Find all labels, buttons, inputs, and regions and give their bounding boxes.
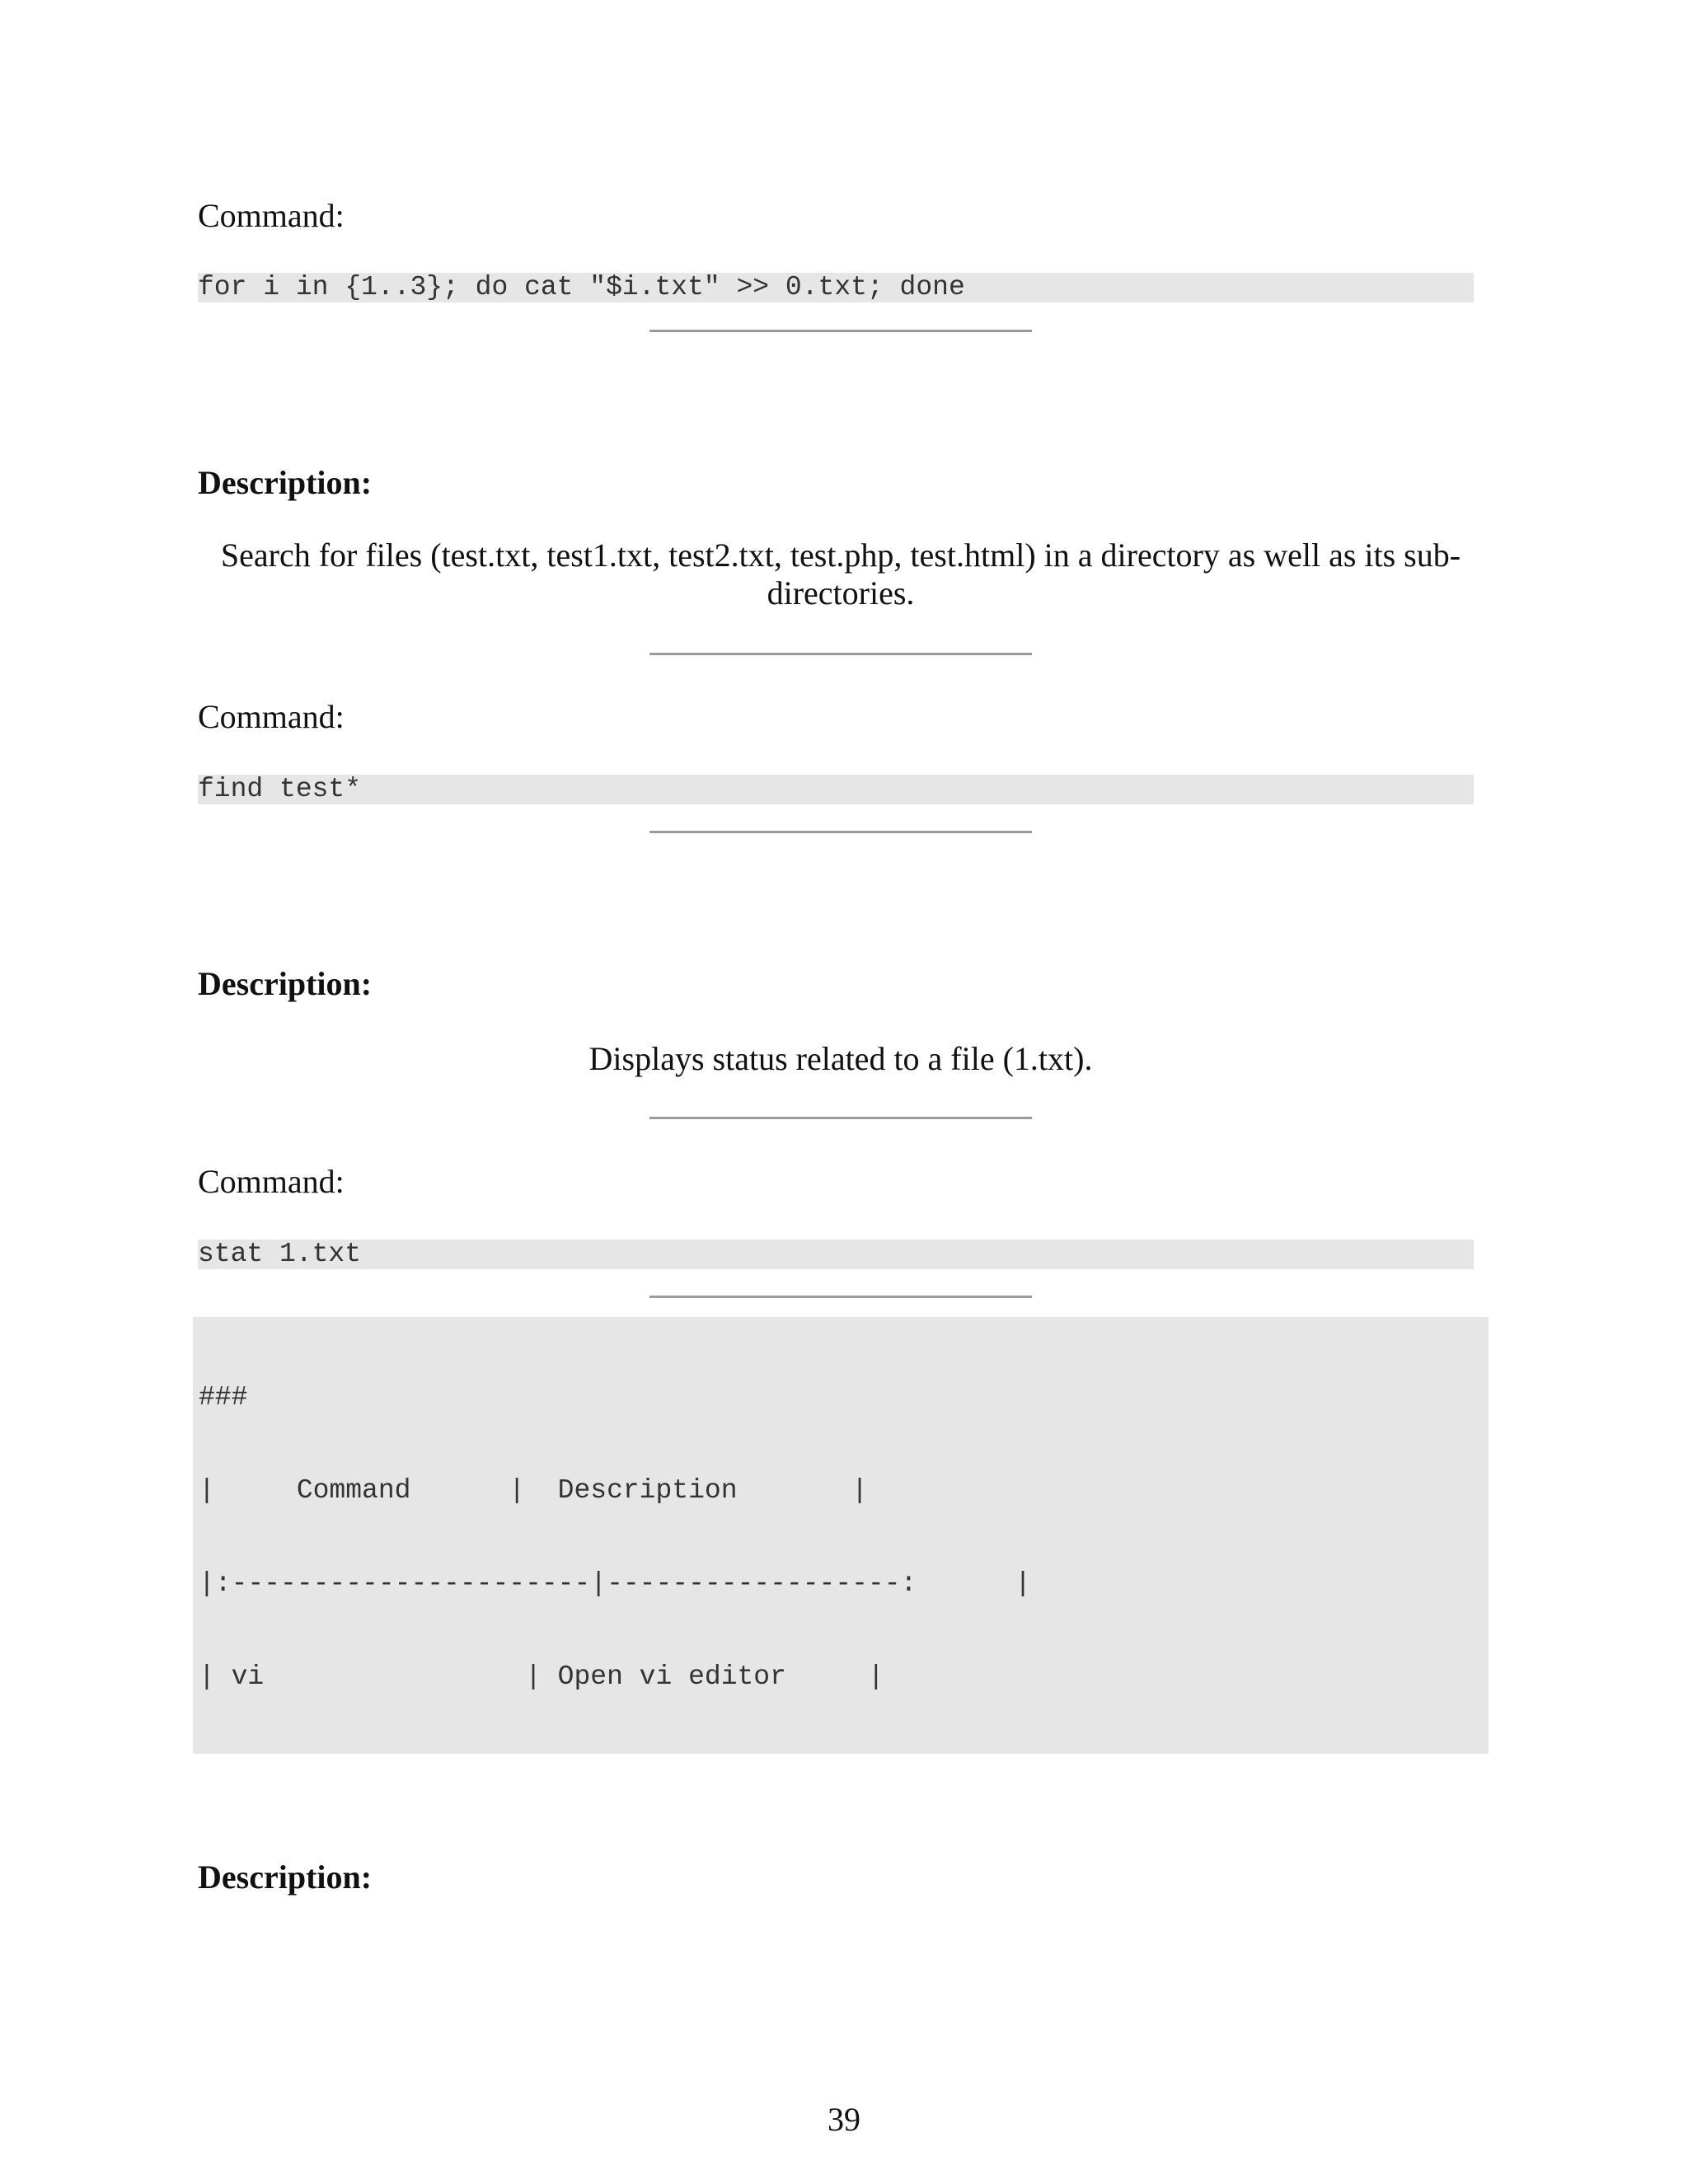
- description-text: Displays status related to a file (1.txt).: [588, 1040, 1093, 1077]
- section-divider: [649, 831, 1032, 833]
- description-text-line: directories.: [767, 574, 915, 612]
- command-label: Command:: [198, 197, 345, 234]
- description-heading: Description:: [198, 965, 373, 1002]
- page-number: 39: [828, 2101, 860, 2138]
- section-divider: [649, 1117, 1032, 1119]
- code-block-line: ###: [199, 1382, 248, 1413]
- code-block-line: |:----------------------|------------------: |: [199, 1568, 1031, 1599]
- section-divider: [649, 330, 1032, 332]
- command-code: find test*: [198, 775, 1474, 804]
- command-code: for i in {1..3}; do cat "$i.txt" >> 0.txt; done: [198, 273, 1474, 302]
- section-divider: [649, 1296, 1032, 1298]
- command-label: Command:: [198, 1163, 345, 1200]
- section-divider: [649, 653, 1032, 655]
- description-heading: Description:: [198, 464, 373, 501]
- command-label: Command:: [198, 698, 345, 735]
- description-heading: Description:: [198, 1858, 373, 1896]
- code-block-line: | Command | Description |: [199, 1474, 868, 1506]
- command-code: stat 1.txt: [198, 1240, 1474, 1269]
- code-block-line: | vi | Open vi editor |: [199, 1661, 884, 1692]
- description-text-line: Search for files (test.txt, test1.txt, test2.txt, test.php, test.html) in a directory as well as its sub-: [220, 537, 1461, 574]
- vi-commands-code-block: [193, 1317, 1489, 1754]
- description-text: [198, 537, 1484, 612]
